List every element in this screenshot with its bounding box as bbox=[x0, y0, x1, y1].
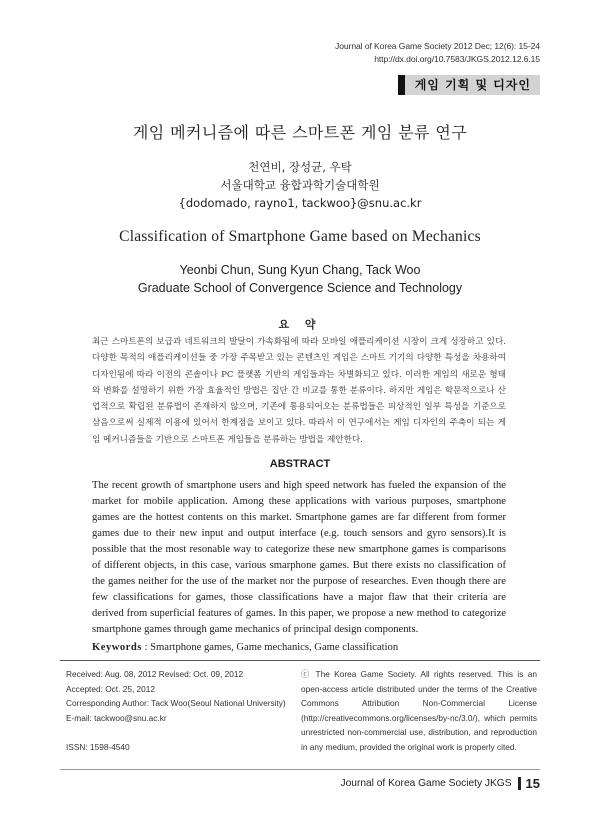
copyright-notice bbox=[301, 667, 537, 754]
keywords-text: Smartphone games, Game mechanics, Game classification bbox=[150, 642, 399, 653]
keywords-separator: : bbox=[141, 642, 151, 653]
footnote-divider bbox=[60, 660, 540, 661]
section-tag bbox=[398, 75, 540, 95]
footer-divider bbox=[60, 769, 540, 770]
journal-citation bbox=[335, 40, 540, 66]
article-info bbox=[66, 667, 296, 755]
authors-english: Yeonbi Chun, Sung Kyun Chang, Tack Woo bbox=[179, 263, 421, 277]
keywords-label: Keywords bbox=[92, 642, 142, 653]
affiliation-english: Graduate School of Convergence Science and Technology bbox=[137, 281, 463, 295]
footer-separator bbox=[518, 777, 521, 790]
section-tag-bar bbox=[398, 75, 405, 95]
issn: ISSN: 1598-4540 bbox=[66, 742, 130, 752]
received-revised-dates: Received: Aug. 08, 2012 Revised: Oct. 09, 2012 bbox=[66, 669, 244, 679]
affiliation-korean: 서울대학교 융합과학기술대학원 bbox=[220, 178, 380, 192]
footer-journal-name: Journal of Korea Game Society JKGS bbox=[340, 778, 512, 789]
authors-korean: 천연비, 장성균, 우탁 bbox=[248, 160, 352, 174]
title-korean: 게임 메커니즘에 따른 스마트폰 게임 분류 연구 bbox=[132, 123, 468, 142]
title-english: Classification of Smartphone Game based on Mechanics bbox=[119, 228, 481, 245]
journal-line: Journal of Korea Game Society 2012 Dec; 12(6): 15-24 bbox=[335, 41, 540, 51]
running-footer bbox=[341, 776, 540, 791]
accepted-date: Accepted: Oct. 25, 2012 bbox=[66, 683, 156, 694]
doi-link[interactable]: http://dx.doi.org/10.7583/JKGS.2012.12.6.15 bbox=[374, 54, 540, 64]
copyright-text: ⓒ The Korea Game Society. All rights reserved. This is an open-access article distributed under the terms of the Creative Commons Attribution Non-Commercial License (http://creativecommons.org/licenses/by-nc/3.0/), which permits unrestricted non-commercial use, distribution, and reproduction in any medium, provided the original work is properly cited. bbox=[301, 669, 537, 752]
page-number: 15 bbox=[525, 776, 540, 791]
section-tag-label: 게임 기획 및 디자인 bbox=[414, 78, 531, 92]
abstract-english-text: The recent growth of smartphone users and high speed network has fueled the expansion of the market for mobile application. Among these applications with various purposes, smartphone games are the hottest contents on this market. Smartphone games are far different from former games due to their new input and output interface (e.g. touch sensors and gyro sensors).It is possible that the most resonable way to categorize these new smartphone games is comparisons of different objects, in this case, various smarphone games. But there exists no classification of the games neither for the use of the market nor the purpose of researches. Even though there are few classifications for games, those classifications have a major flaw that their criteria are derived from superficial features of games. In this paper, we propose a new method to categorize smartphone games through game mechanics of principal design components. bbox=[92, 480, 506, 636]
author-emails: {dodomado, rayno1, tackwoo}@snu.ac.kr bbox=[178, 196, 422, 210]
abstract-korean-text: 최근 스마트폰의 보급과 네트워크의 발달이 가속화됨에 따라 모바일 애플리케이션 시장이 크게 성장하고 있다. 다양한 목적의 애플리케이션들 중 가장 주목받고 있는 콘텐츠인 게임은 스마트 기기의 다양한 특성을 차용하여 디자인됨에 따라 이전의 콘솔이나 PC 플랫폼 기반의 게임들과는 차별화되고 있다. 이러한 게임의 새로운 형태와 변화를 설명하기 위한 가장 효율적인 방법은 집단 간 비교를 통한 분류이다. 하지만 게임은 학문적으로나 산업적으로 확립된 분류법이 존재하지 않으며, 기존에 통용되어오는 분류법들은 피상적인 일부 특성을 기준으로 삼음으로써 실제적 이용에 있어서 한계점을 보이고 있다. 따라서 이 연구에서는 게임 디자인의 주축이 되는 게임 메커니즘들을 기반으로 스마트폰 게임들을 분류하는 방법을 제안한다. bbox=[92, 337, 506, 445]
abstract-korean-heading: 요 약 bbox=[278, 318, 322, 331]
corresponding-email: E-mail: tackwoo@snu.ac.kr bbox=[66, 712, 167, 723]
keywords bbox=[92, 642, 506, 653]
corresponding-author: Corresponding Author: Tack Woo(Seoul National University) bbox=[66, 698, 286, 708]
abstract-english-heading: ABSTRACT bbox=[269, 458, 331, 470]
